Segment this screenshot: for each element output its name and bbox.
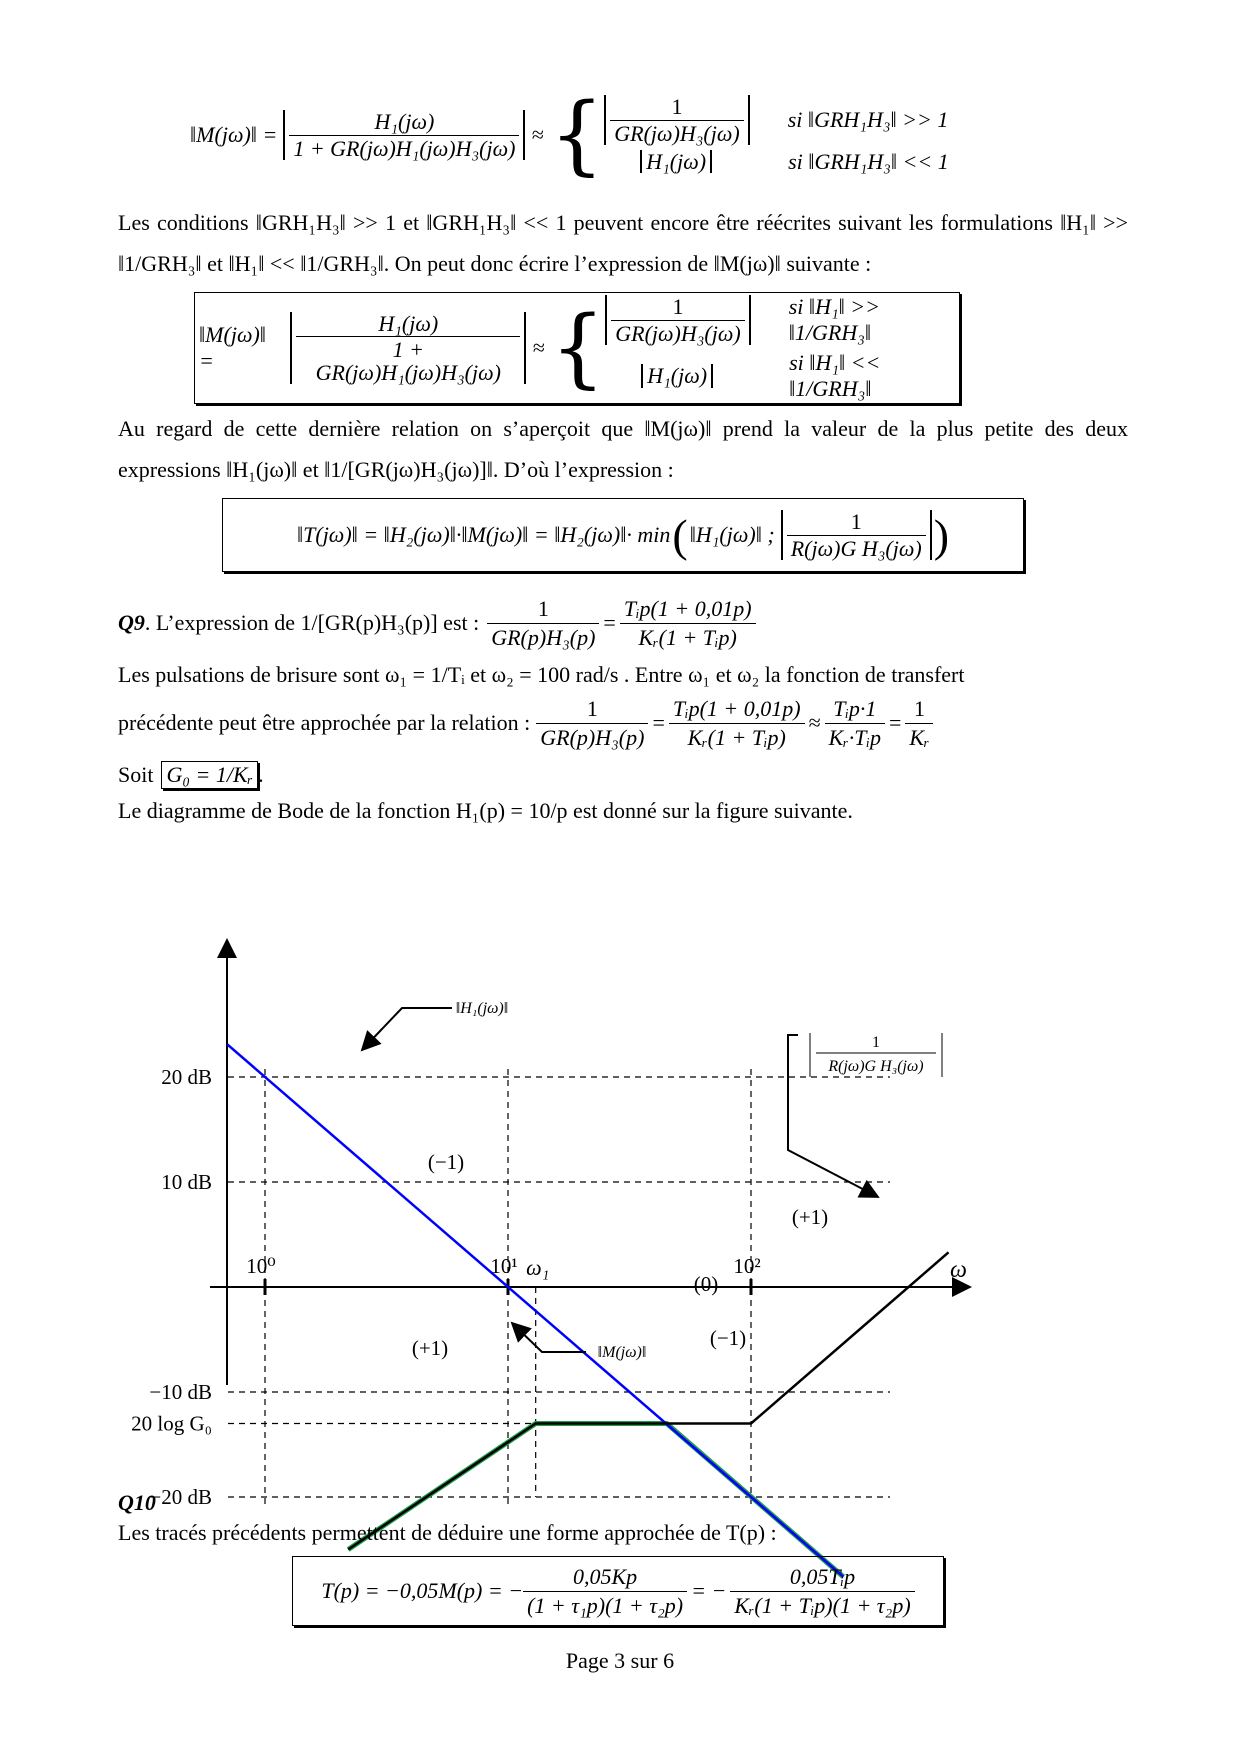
eq2-case1-den: GR(jω)H₃(jω) — [611, 320, 744, 345]
q9-intro-text: . L’expression de 1/[GR(p)H₃(p)] est : — [144, 610, 480, 635]
q9-label: Q9 — [118, 610, 145, 635]
paragraph-min: Au regard de cette dernière relation on s’aperçoit que ‖M(jω)‖ prend la valeur de la plus petite des deux expressions ‖H₁(jω)‖ et ‖1/[GR(jω)H₃(jω)]‖. D’où l’expression : — [118, 416, 1128, 482]
q10-f1-num: 0,05Kp — [573, 1563, 638, 1589]
eq2-lhs: ‖M(jω)‖ = — [199, 322, 266, 373]
q10-f2-num: 0,05Tᵢp — [789, 1563, 856, 1589]
eq1-num: H₁(jω) — [374, 109, 435, 135]
slope-label: (0) — [693, 1272, 719, 1296]
q9-f3-den: Kᵣ·Tᵢp — [825, 723, 885, 751]
eq2-case2-cond: si ‖H₁‖ << ‖1/GRH₃‖ — [789, 350, 881, 401]
callout-inv-num: 1 — [872, 1034, 880, 1051]
eq2-num: H₁(jω) — [378, 310, 439, 336]
slope-label: (+1) — [791, 1205, 829, 1229]
q10-f2-den: Kᵣ(1 + Tᵢp)(1 + τ₂p) — [730, 1591, 914, 1619]
equation-t-min: ‖T(jω)‖ = ‖H₂(jω)‖·‖M(jω)‖ = ‖H₂(jω)‖· min ( ‖H₁(jω)‖ ; $\frac{1}{\text{R(jω)G H₃(jω)}}$ ) — [222, 498, 1024, 572]
q9-break-pulsations: Les pulsations de brisure sont ω₁ = 1/Tᵢ et ω₂ = 100 rad/s . Entre ω₁ et ω₂ la fonction de transfert — [118, 662, 965, 687]
q9-f1-den: GR(p)H₃(p) — [487, 623, 599, 651]
q9-f3-num: Tᵢp·1 — [833, 695, 877, 721]
paragraph-conditions: Les conditions ‖GRH₁H₃‖ >> 1 et ‖GRH₁H₃‖ << 1 peuvent encore être réécrites suivant les formulations ‖H₁‖ >> ‖1/GRH₃‖ et ‖H₁‖ << ‖1/GRH₃‖. On peut donc écrire l’expression de ‖M(jω)‖ suivante : — [118, 210, 1128, 276]
eq2-case1-cond: si ‖H₁‖ >> ‖1/GRH₃‖ — [788, 294, 880, 345]
eq1-approx: ≈ — [531, 122, 544, 147]
q9-f2-num: Tᵢp(1 + 0,01p) — [623, 595, 752, 621]
x-axis-label: ω — [950, 1257, 967, 1283]
x-tick-label: 10² — [733, 1254, 761, 1278]
x-tick-label: 10⁰ — [246, 1254, 276, 1278]
q9-f2-den: Kᵣ(1 + Tᵢp) — [620, 623, 756, 651]
q10-lhs: T(p) = −0,05M(p) = − — [321, 1578, 524, 1603]
slope-label: (−1) — [709, 1326, 747, 1350]
eq1-case1-cond: si ‖GRH₁H₃‖ >> 1 — [787, 107, 949, 132]
q9-g0: G₀ = 1/Kᵣ — [161, 761, 258, 789]
eq3-num: 1 — [850, 509, 862, 535]
eq2-case2-expr: H₁(jω) — [641, 364, 713, 387]
y-tick-label: 20 log G₀ — [131, 1411, 212, 1436]
eq1-case2-cond: si ‖GRH₁H₃‖ << 1 — [788, 148, 949, 174]
callout-inv-den: R(jω)G H₃(jω) — [828, 1058, 924, 1075]
slope-label: (−1) — [427, 1150, 465, 1174]
q9-soit-label: Soit — [118, 762, 154, 787]
q10-label: Q10 — [118, 1490, 156, 1515]
eq1-case1-den: GR(jω)H₃(jω) — [610, 120, 743, 145]
callout-m: ‖M(jω)‖ — [597, 1344, 647, 1361]
y-tick-label: −10 dB — [149, 1380, 212, 1404]
eq1-den: 1 + GR(jω)H₁(jω)H₃(jω) — [289, 135, 519, 160]
q9-intro: Q9 . L’expression de 1/[GR(p)H₃(p)] est : $\frac{1}{\text{GR(p)H₃(p)}}$ = $\frac{\text{Tᵢp(1 + 0,01p)}}{\text{Kᵣ(1 + Tᵢp)}}$ — [118, 598, 1128, 648]
eq3-lhs: ‖T(jω)‖ = ‖H₂(jω)‖·‖M(jω)‖ = ‖H₂(jω)‖· min — [296, 522, 671, 547]
eq1-lhs: ‖M(jω)‖ = — [190, 122, 278, 147]
q9-f4-num: 1 — [913, 695, 925, 721]
y-tick-label: −20 dB — [149, 1485, 212, 1509]
q9-line3-intro: précédente peut être approchée par la relation : — [118, 710, 531, 735]
eq1-case2-expr: H₁(jω) — [640, 150, 712, 173]
omega1-label: ω₁ — [526, 1255, 550, 1280]
eq3-den: R(jω)G H₃(jω) — [787, 535, 926, 560]
q9-soit: Soit G₀ = 1/Kᵣ . — [118, 762, 264, 787]
x-tick-label: 10¹ — [490, 1254, 518, 1278]
eq1-case1-num: 1 — [671, 94, 683, 120]
q10-mid: = − — [691, 1578, 727, 1603]
callout-m-arrow — [512, 1323, 586, 1352]
q9-f1-num: 1 — [537, 595, 549, 621]
page-content — [118, 80, 1128, 827]
eq2-approx: ≈ — [532, 335, 545, 360]
slope-label: (+1) — [411, 1336, 449, 1360]
eq3-arg1: ‖H₁(jω)‖ ; — [689, 522, 775, 547]
callout-h1-arrow — [362, 1008, 452, 1050]
q10-section — [118, 1490, 1128, 1626]
y-tick-label: 10 dB — [161, 1170, 212, 1194]
bode-intro: Le diagramme de Bode de la fonction H₁(p) = 10/p est donné sur la figure suivante. — [118, 798, 853, 823]
y-tick-label: 20 dB — [161, 1065, 212, 1089]
q10-equation — [292, 1556, 944, 1626]
q9-approx-line: précédente peut être approchée par la relation : $\frac{1}{\text{GR(p)H₃(p)}}$ = $\frac{\text{Tᵢp(1 + 0,01p)}}{\text{Kᵣ(1 + Tᵢp)}}$ ≈ $\frac{\text{Tᵢp·1}}{\text{Kᵣ·Tᵢp}}$ = $\frac{1}{\text{Kᵣ}}$ — [118, 695, 1128, 751]
q10-text: Les tracés précédents permettent de déduire une forme approchée de T(p) : — [118, 1520, 777, 1545]
q10-f1-den: (1 + τ₁p)(1 + τ₂p) — [523, 1591, 687, 1619]
q9-f4-den: Kᵣ — [905, 723, 933, 751]
equation-m-definition: ‖M(jω)‖ = $\frac{\text{H₁(jω)}}{\text{1 + GR(jω)H₁(jω)H₃(jω)}}$ ≈ { $\frac{1}{\text{GR(jω)H₃(jω)}}$ si ‖GRH₁H₃‖ >> 1 H₁(jω) si ‖GRH₁H₃‖ << 1 — [190, 85, 949, 185]
page-footer: Page 3 sur 6 — [565, 1648, 675, 1673]
labels — [131, 1000, 967, 1509]
callout-h1: ‖H₁(jω)‖ — [455, 1000, 509, 1017]
eq2-case1-num: 1 — [672, 294, 684, 320]
equation-m-boxed: ‖M(jω)‖ = $\frac{\text{H₁(jω)}}{\text{1 + GR(jω)H₁(jω)H₃(jω)}}$ ≈ { $\frac{1}{\text{GR(jω)H₃(jω)}}$ si ‖H₁‖ >> ‖1/GRH₃‖ H₁(jω) si ‖H₁‖ << ‖1/GRH₃‖ — [194, 292, 960, 404]
axes — [210, 940, 970, 1385]
eq2-den: 1 + GR(jω)H₁(jω)H₃(jω) — [296, 336, 520, 384]
